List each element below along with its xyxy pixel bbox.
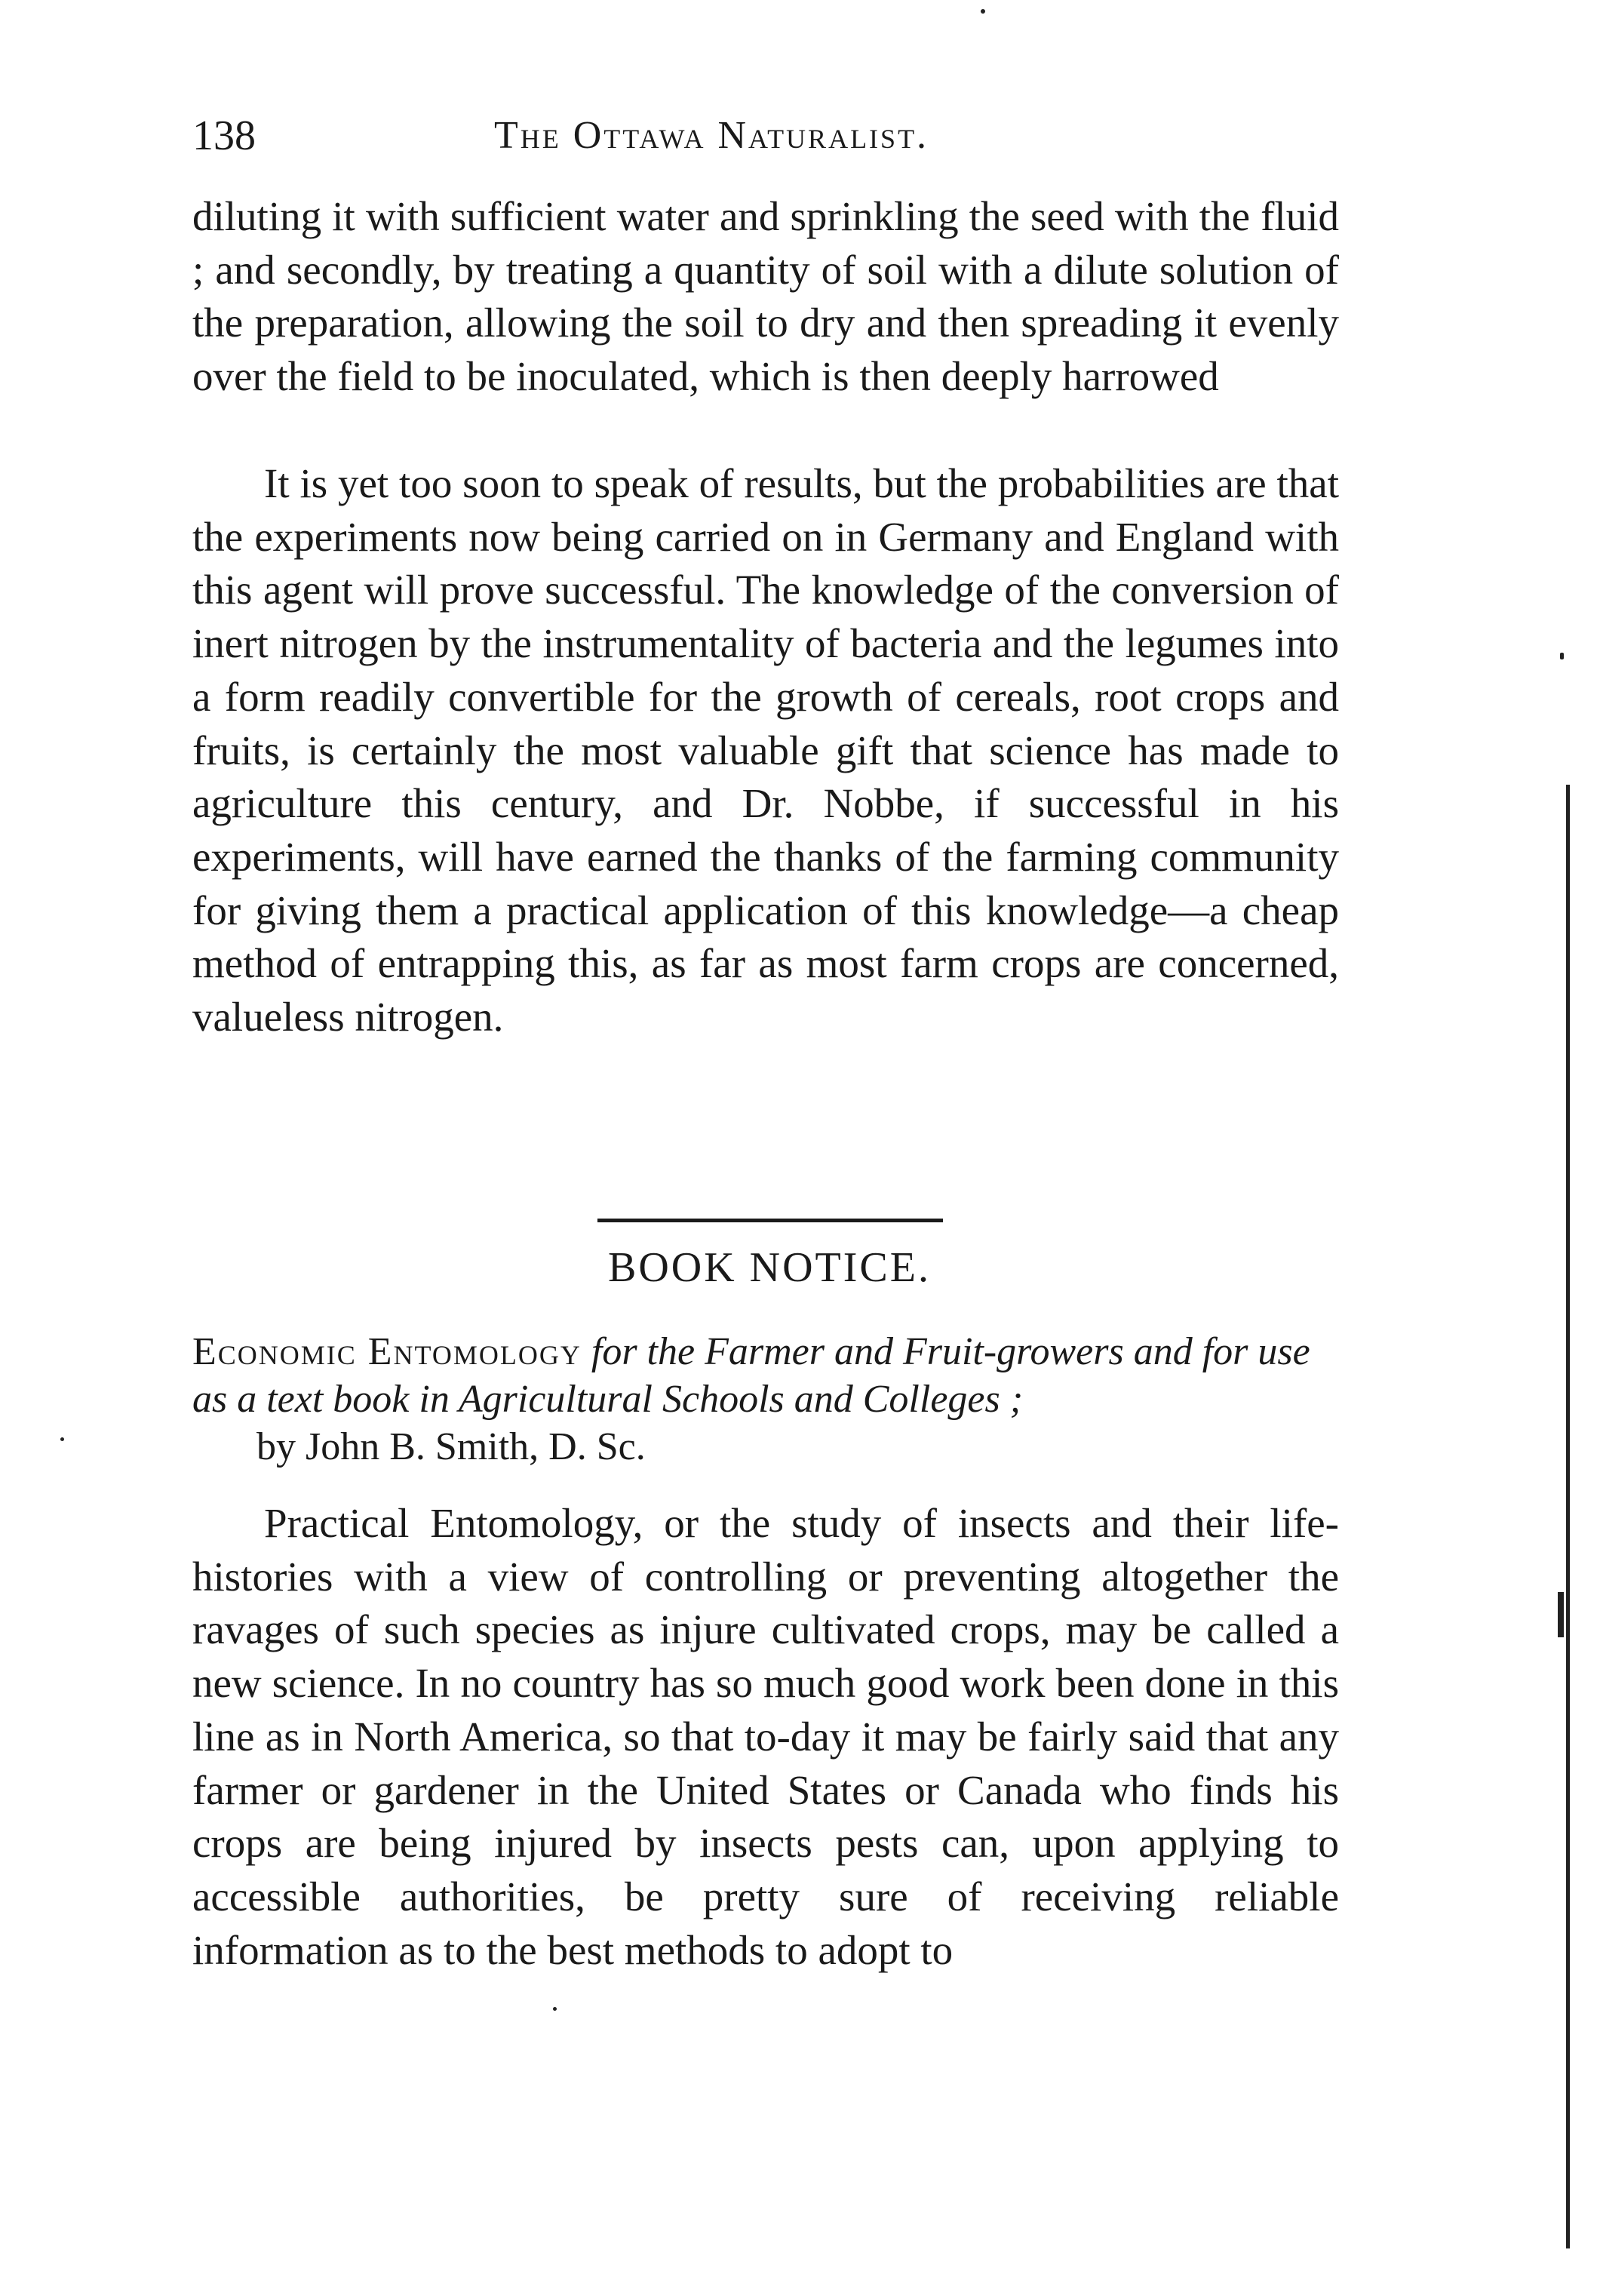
scan-speck <box>981 9 985 14</box>
paragraph-text: It is yet too soon to speak of results, but the probabilities are that the experiments now being carried on in Germany and England with this agent will prove successful. The knowledge of the conversion of inert nitrogen by the instrumentality of bacteria and the legumes into a form readily convertible for the growth of cereals, root crops and fruits, is certainly the most valuable gift that science has made to agriculture this century, and Dr. Nobbe, if successful in his experiments, will have earned the thanks of the farming community for giving them a practical application of this knowledge—a cheap method of entrapping this, as far as most farm crops are concerned, valueless nitrogen. <box>192 460 1339 1040</box>
scan-speck <box>1560 653 1564 659</box>
scan-speck <box>553 2007 557 2011</box>
book-author: by John B. Smith, D. Sc. <box>256 1425 646 1468</box>
book-title: Economic Entomology <box>192 1330 582 1373</box>
paragraph-text: diluting it with sufficient water and sprinkling the seed with the fluid ; and secondly, by treating a quantity of soil with a dilute solution of the preparation, allowing the soil to dry and then spreading it evenly over the field to be inoculated, which is then deeply harrowed <box>192 193 1339 400</box>
section-heading: BOOK NOTICE. <box>608 1244 931 1291</box>
page-header <box>192 106 1339 166</box>
paragraph-results <box>192 457 1339 1044</box>
section-divider <box>597 1219 943 1222</box>
paragraph-text: Practical Entomology, or the study of insects and their life-histories with a view of controlling or preventing altogether the ravages of such species as injure cultivated crops, may be called a new science. In no country has so much good work been done in this line as in North America, so that to-day it may be fairly said that any farmer or gardener in the United States or Canada who finds his crops are being injured by insects pests can, upon applying to accessible authorities, be pretty sure of receiving reliable information as to the best methods to adopt to <box>192 1500 1339 1973</box>
scan-speck <box>1558 1592 1564 1637</box>
book-subtitle: for the Farmer and Fruit-growers and for use as a text book in Agricultural Schools and Colleges ; <box>192 1330 1310 1421</box>
book-citation <box>192 1328 1339 1471</box>
paragraph-continued <box>192 190 1339 404</box>
running-title: The Ottawa Naturalist. <box>494 114 929 157</box>
paragraph-review <box>192 1497 1339 1977</box>
page-number: 138 <box>192 112 256 159</box>
scan-speck <box>60 1437 64 1441</box>
binding-edge-shadow <box>1566 785 1570 2248</box>
